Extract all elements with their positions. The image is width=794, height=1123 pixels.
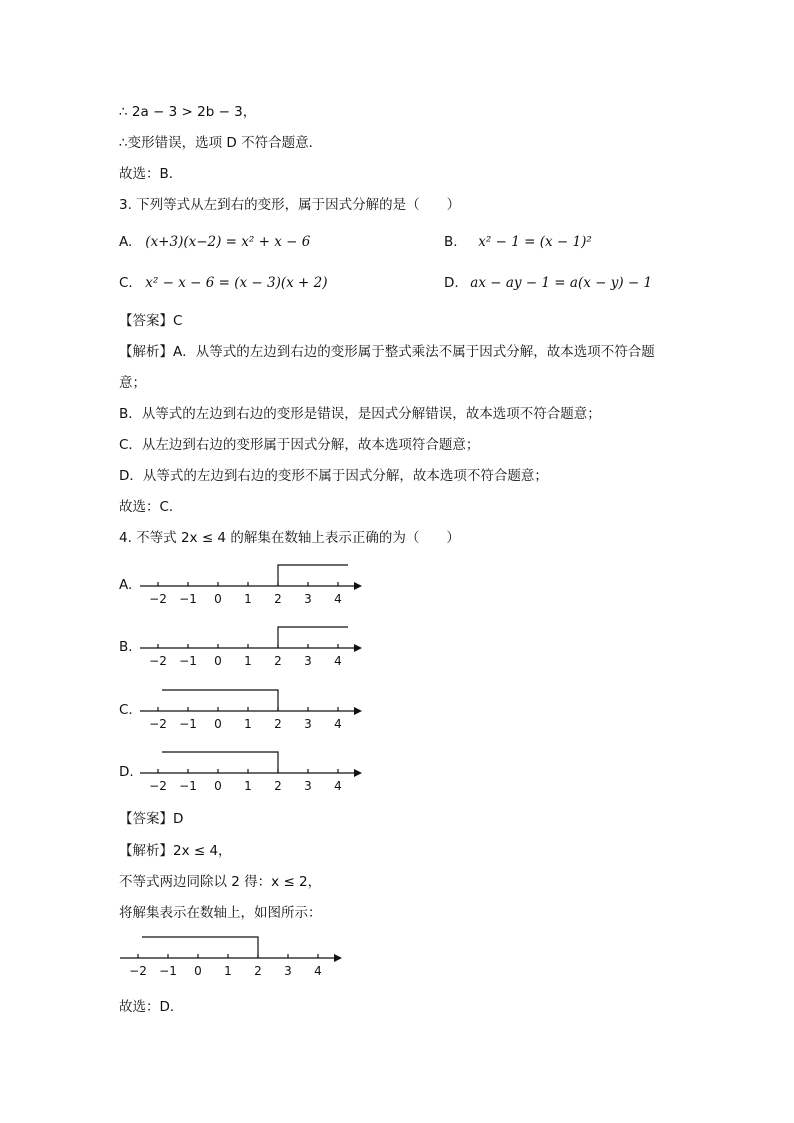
q3-option-d	[444, 273, 652, 293]
q4-option-d-label: D.	[119, 764, 134, 780]
q3-option-a	[119, 232, 310, 252]
option-label: D.	[444, 275, 459, 291]
tick-label: 1	[244, 717, 252, 731]
tick-label: 1	[244, 654, 252, 668]
q4-analysis-1: 【解析】2x ≤ 4，	[119, 843, 232, 859]
tick-label: 2	[254, 964, 262, 978]
tick-label: 1	[224, 964, 232, 978]
q4-option-b-numberline	[130, 622, 370, 670]
tick-label: −1	[179, 592, 197, 606]
q4-final: 故选：D．	[119, 999, 184, 1015]
tick-label: 3	[304, 654, 312, 668]
q3-option-b	[444, 232, 592, 252]
q3-stem: 3. 下列等式从左到右的变形，属于因式分解的是（ ）	[119, 197, 461, 213]
prev-line-2: ∴变形错误，选项 D 不符合题意．	[119, 135, 323, 151]
axis-arrow	[354, 582, 362, 590]
option-label: B.	[444, 234, 458, 250]
tick-label: 0	[214, 654, 222, 668]
tick-label: 1	[244, 592, 252, 606]
solution-bracket	[162, 690, 278, 711]
option-expression: x² − x − 6 = (x − 3)(x + 2)	[145, 275, 328, 291]
q4-answer: 【答案】D	[119, 811, 184, 827]
tick-label: −1	[179, 779, 197, 793]
solution-bracket	[162, 752, 278, 773]
q4-analysis-2: 不等式两边同除以 2 得：x ≤ 2，	[119, 874, 322, 890]
tick-label: −1	[159, 964, 177, 978]
q3-answer: 【答案】C	[119, 313, 183, 329]
tick-label: −2	[129, 964, 147, 978]
q3-analysis-1: 【解析】A．从等式的左边到右边的变形属于整式乘法不属于因式分解，故本选项不符合题	[119, 344, 655, 360]
q3-analysis-3: B．从等式的左边到右边的变形是错误，是因式分解错误，故本选项不符合题意；	[119, 406, 601, 422]
tick-label: 0	[214, 717, 222, 731]
tick-label: 3	[304, 717, 312, 731]
option-label: A.	[119, 234, 133, 250]
option-expression: (x+3)(x−2) = x² + x − 6	[145, 234, 311, 250]
tick-label: 0	[194, 964, 202, 978]
tick-label: 2	[274, 717, 282, 731]
tick-label: 2	[274, 654, 282, 668]
solution-bracket	[142, 937, 258, 958]
prev-line-3: 故选：B．	[119, 166, 183, 182]
q4-option-a-label: A.	[119, 577, 133, 593]
option-expression: x² − 1 = (x − 1)²	[478, 234, 592, 250]
tick-label: −2	[149, 592, 167, 606]
q4-stem: 4. 不等式 2x ≤ 4 的解集在数轴上表示正确的为（ ）	[119, 530, 460, 546]
axis-arrow	[354, 644, 362, 652]
q4-option-d-numberline	[130, 747, 370, 795]
q4-option-b-label: B.	[119, 639, 133, 655]
prev-line-1: ∴ 2a − 3 > 2b − 3，	[119, 104, 257, 120]
tick-label: 3	[304, 592, 312, 606]
tick-label: 2	[274, 779, 282, 793]
tick-label: 4	[334, 717, 342, 731]
axis-arrow	[354, 769, 362, 777]
tick-label: 4	[334, 592, 342, 606]
q3-analysis-2: 意；	[119, 375, 146, 391]
q4-option-a-numberline	[130, 560, 370, 608]
tick-label: 2	[274, 592, 282, 606]
tick-label: 0	[214, 779, 222, 793]
option-expression: ax − ay − 1 = a(x − y) − 1	[470, 275, 653, 291]
tick-label: 3	[284, 964, 292, 978]
q3-analysis-4: C．从左边到右边的变形属于因式分解，故本选项符合题意；	[119, 437, 480, 453]
tick-label: −2	[149, 654, 167, 668]
tick-label: −1	[179, 654, 197, 668]
tick-label: 4	[314, 964, 322, 978]
q3-analysis-6: 故选：C．	[119, 499, 183, 515]
tick-label: −1	[179, 717, 197, 731]
q4-analysis-3: 将解集表示在数轴上，如图所示：	[119, 905, 322, 921]
q4-option-c-numberline	[130, 685, 370, 733]
tick-label: 4	[334, 654, 342, 668]
tick-label: −2	[149, 779, 167, 793]
axis-arrow	[354, 707, 362, 715]
tick-label: 1	[244, 779, 252, 793]
q3-option-c	[119, 273, 327, 293]
option-label: C.	[119, 275, 133, 291]
q4-option-c-label: C.	[119, 702, 133, 718]
axis-arrow	[334, 954, 342, 962]
q4-solution-numberline	[110, 932, 350, 980]
tick-label: −2	[149, 717, 167, 731]
q3-analysis-5: D．从等式的左边到右边的变形不属于因式分解，故本选项不符合题意；	[119, 468, 548, 484]
tick-label: 3	[304, 779, 312, 793]
tick-label: 0	[214, 592, 222, 606]
tick-label: 4	[334, 779, 342, 793]
